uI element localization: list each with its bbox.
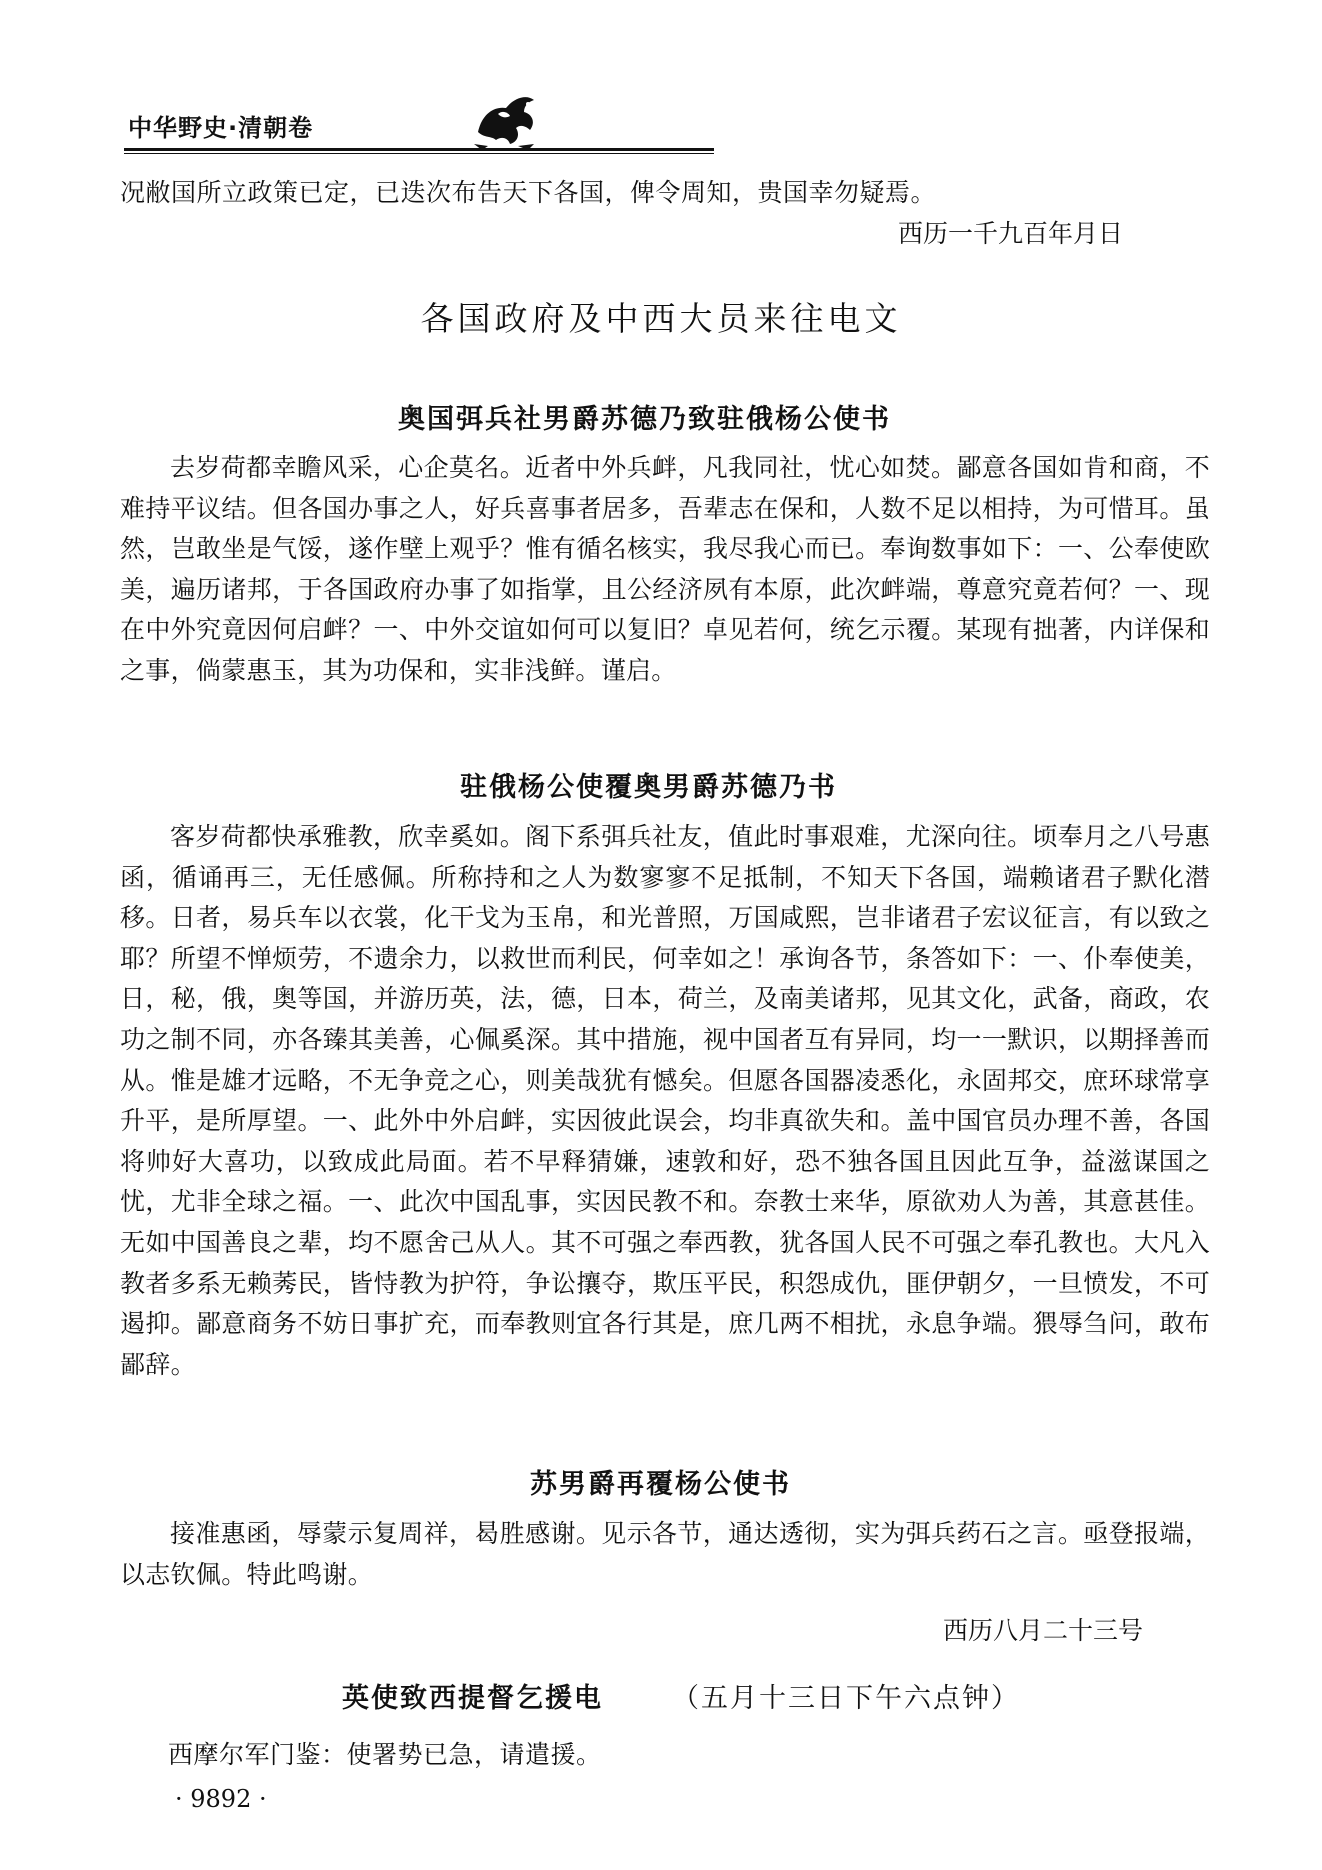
section-3-body: 接准惠函，辱蒙示复周祥，曷胜感谢。见示各节，通达透彻，实为弭兵药石之言。亟登报端，以志钦佩。特此鸣谢。 [120, 1519, 1210, 1589]
intro-date: 西历一千九百年月日 [898, 219, 1124, 248]
page-number: · 9892 · [175, 1785, 267, 1813]
section-4-title: 英使致西提督乞援电 [342, 1683, 603, 1714]
section-3-date: 西历八月二十三号 [943, 1616, 1144, 1645]
header-rule-thin [124, 153, 714, 154]
dragon-emblem-icon [468, 84, 542, 154]
section-2-body: 客岁荷都快承雅教，欣幸奚如。阁下系弭兵社友，值此时事艰难，尤深向往。顷奉月之八号惠函，循诵再三，无任感佩。所称持和之人为数寥寥不足抵制，不知天下各国，端赖诸君子默化潜移。日者，易兵车以衣裳，化干戈为玉帛，和光普照，万国咸熙，岂非诸君子宏议征言，有以致之耶？所望不惮烦劳，不遗余力，以救世而利民，何幸如之！承询各节，条答如下：一、仆奉使美，日，秘，俄，奥等国，并游历英，法，德，日本，荷兰，及南美诸邦，见其文化，武备，商政，农功之制不同，亦各臻其美善，心佩奚深。其中措施，视中国者互有异同，均一一默识，以期择善而从。惟是雄才远略，不无争竞之心，则美哉犹有憾矣。但愿各国器凌悉化，永固邦交，庶环球常享升平，是所厚望。一、此外中外启衅，实因彼此误会，均非真欲失和。盖中国官员办理不善，各国将帅好大喜功，以致成此局面。若不早释猜嫌，速敦和好，恐不独各国且因此互争，益滋谋国之忧，尤非全球之福。一、此次中国乱事，实因民教不和。奈教士来华，原欲劝人为善，其意甚佳。无如中国善良之辈，均不愿舍己从人。其不可强之奉西教，犹各国人民不可强之奉孔教也。大凡入教者多系无赖莠民，皆恃教为护符，争讼攘夺，欺压平民，积怨成仇，匪伊朝夕，一旦愤发，不可遏抑。鄙意商务不妨日事扩充，而奉教则宜各行其是，庶几两不相扰，永息争端。猥辱刍问，敢布鄙辞。 [120, 822, 1210, 1379]
section-1-title: 奥国弭兵社男爵苏德乃致驻俄杨公使书 [398, 404, 891, 435]
section-4-title-note: （五月十三日下午六点钟） [672, 1683, 1020, 1714]
running-header-title: 中华野史·清朝卷 [128, 114, 314, 142]
intro-line: 况敝国所立政策已定，已迭次布告天下各国，俾令周知，贵国幸勿疑焉。 [120, 178, 937, 207]
section-1-body: 去岁荷都幸瞻风采，心企莫名。近者中外兵衅，凡我同社，忧心如焚。鄙意各国如肯和商，不难持平议结。但各国办事之人，好兵喜事者居多，吾辈志在保和，人数不足以相持，为可惜耳。虽然，岂敢坐是气馁，遂作壁上观乎？惟有循名核实，我尽我心而已。奉询数事如下：一、公奉使欧美，遍历诸邦，于各国政府办事了如指掌，且公经济夙有本原，此次衅端，尊意究竟若何？一、现在中外究竟因何启衅？一、中外交谊如何可以复旧？卓见若何，统乞示覆。某现有拙著，内详保和之事，倘蒙惠玉，其为功保和，实非浅鲜。谨启。 [120, 453, 1210, 685]
main-title: 各国政府及中西大员来往电文 [420, 299, 902, 338]
section-2-title: 驻俄杨公使覆奥男爵苏德乃书 [460, 772, 837, 803]
header-rule [124, 148, 714, 151]
section-4-body: 西摩尔军门鉴：使署势已急，请遣援。 [168, 1740, 602, 1769]
section-3-title: 苏男爵再覆杨公使书 [530, 1469, 791, 1500]
